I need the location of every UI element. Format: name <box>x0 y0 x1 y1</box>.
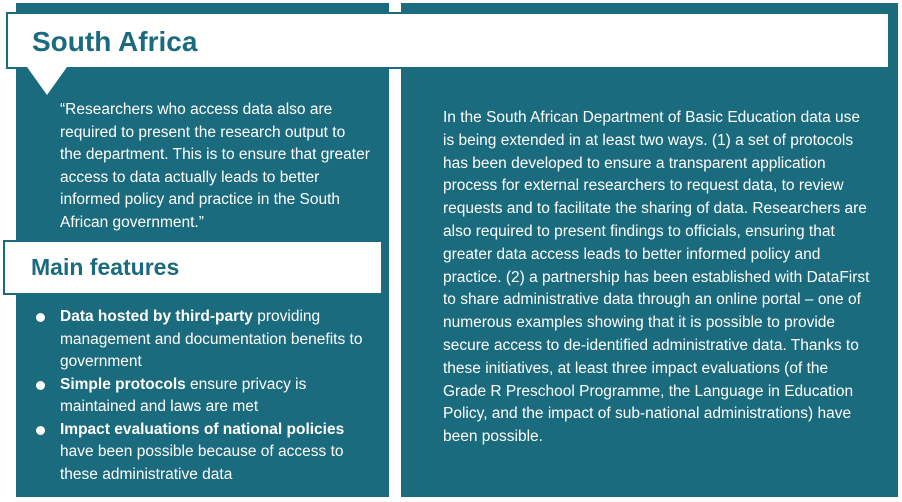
feature-item-text: ensure privacy is maintained and laws are met <box>60 375 307 415</box>
feature-item-bold: Simple protocols <box>60 375 186 393</box>
page-title: South Africa <box>32 26 198 57</box>
feature-item-text: have been possible because of access to these administrative data <box>60 443 344 483</box>
body-paragraph: In the South African Department of Basic Education data use is being extended in at least two ways. (1) a set of protocols has been developed to ensure a transparent application process for external researchers to request data, to review requests and to facilitate the sharing of data. Researchers are also required to present findings to officials, ensuring that greater data access leads to better informed policy and practice. (2) a partnership has been established with DataFirst to share administrative data through an online portal – one of numerous examples showing that it is possible to provide secure access to de-identified administrative data. Thanks to these initiatives, at least three impact evaluations (of the Grade R Preschool Programme, the Language in Education Policy, and the impact of sub-national administrations) have been possible. <box>443 109 870 446</box>
feature-item <box>36 419 366 487</box>
quote-text: “Researchers who access data also are required to present the research output to the department. This is to ensure that greater access to data actually leads to better informed policy and practice in the South African government.” <box>60 101 370 231</box>
bullet-icon <box>36 426 45 435</box>
bullet-icon <box>36 381 45 390</box>
features-heading: Main features <box>31 254 180 280</box>
feature-item <box>36 306 366 374</box>
title-banner-pointer <box>27 67 67 95</box>
feature-item <box>36 374 366 419</box>
bullet-icon <box>36 313 45 322</box>
feature-item-bold: Data hosted by third-party <box>60 308 253 325</box>
feature-item-bold: Impact evaluations of national policies <box>60 420 345 438</box>
features-heading-box <box>3 240 383 295</box>
title-banner <box>6 12 890 69</box>
feature-item-text: providing management and documentation benefits to government <box>60 308 363 370</box>
feature-list <box>36 306 366 486</box>
